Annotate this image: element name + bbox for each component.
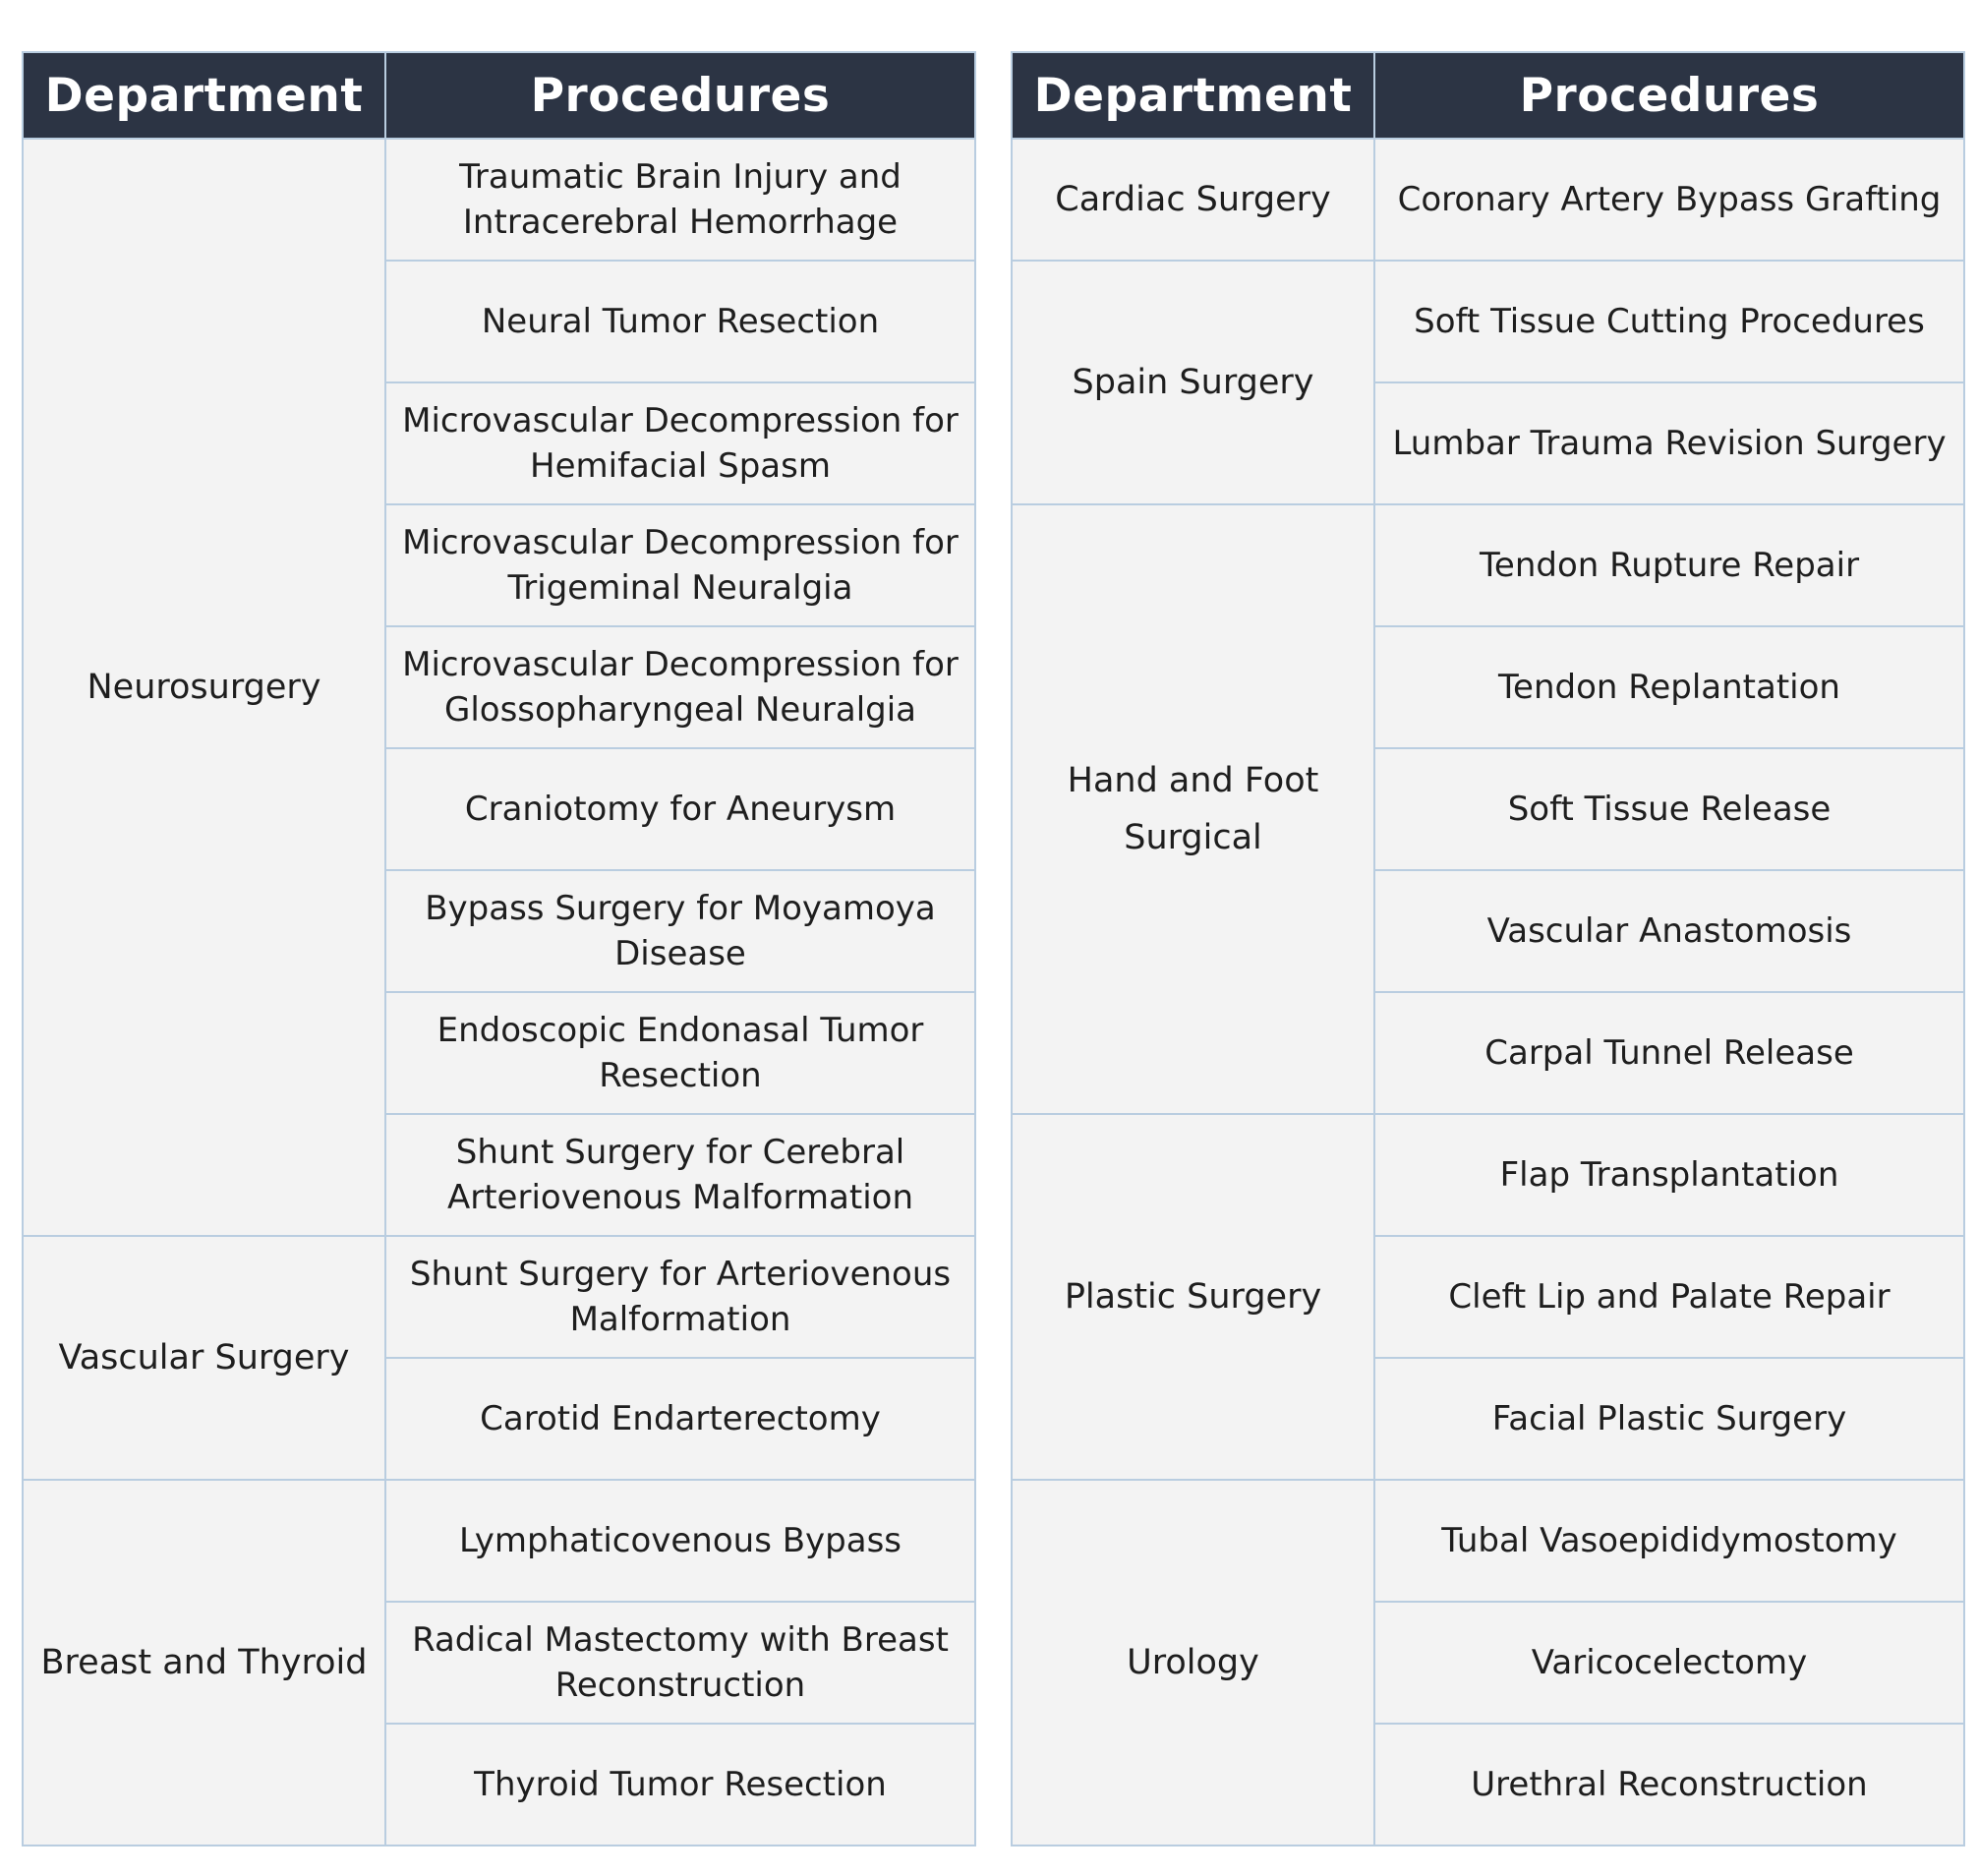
procedure-cell: Cleft Lip and Palate Repair bbox=[1374, 1236, 1964, 1358]
procedure-cell: Tubal Vasoepididymostomy bbox=[1374, 1480, 1964, 1602]
procedure-cell: Facial Plastic Surgery bbox=[1374, 1358, 1964, 1480]
procedures-header: Procedures bbox=[385, 52, 975, 139]
procedure-cell: Lymphaticovenous Bypass bbox=[385, 1480, 975, 1602]
table-row bbox=[1012, 139, 1964, 261]
left-department-table bbox=[22, 51, 976, 1847]
procedure-cell: Soft Tissue Cutting Procedures bbox=[1374, 261, 1964, 382]
procedure-cell: Shunt Surgery for Arteriovenous Malformation bbox=[385, 1236, 975, 1358]
procedure-cell: Flap Transplantation bbox=[1374, 1114, 1964, 1236]
procedure-cell: Coronary Artery Bypass Grafting bbox=[1374, 139, 1964, 261]
department-header: Department bbox=[23, 52, 385, 139]
procedure-cell: Tendon Rupture Repair bbox=[1374, 504, 1964, 626]
department-header: Department bbox=[1012, 52, 1374, 139]
header-row bbox=[23, 52, 975, 139]
procedure-cell: Tendon Replantation bbox=[1374, 626, 1964, 748]
right-department-table bbox=[1011, 51, 1965, 1847]
procedure-cell: Carotid Endarterectomy bbox=[385, 1358, 975, 1480]
department-cell: Plastic Surgery bbox=[1012, 1114, 1374, 1480]
department-cell: Hand and Foot Surgical bbox=[1012, 504, 1374, 1114]
procedure-cell: Neural Tumor Resection bbox=[385, 261, 975, 382]
procedure-cell: Vascular Anastomosis bbox=[1374, 870, 1964, 992]
table-row bbox=[1012, 1114, 1964, 1236]
department-cell: Neurosurgery bbox=[23, 139, 385, 1236]
table-row bbox=[23, 139, 975, 261]
department-cell: Spain Surgery bbox=[1012, 261, 1374, 504]
table-row bbox=[23, 1480, 975, 1602]
procedure-cell: Varicocelectomy bbox=[1374, 1602, 1964, 1724]
procedure-cell: Lumbar Trauma Revision Surgery bbox=[1374, 382, 1964, 504]
procedure-cell: Microvascular Decompression for Trigeminal Neuralgia bbox=[385, 504, 975, 626]
department-cell: Urology bbox=[1012, 1480, 1374, 1846]
procedure-cell: Bypass Surgery for Moyamoya Disease bbox=[385, 870, 975, 992]
procedures-header: Procedures bbox=[1374, 52, 1964, 139]
procedure-cell: Soft Tissue Release bbox=[1374, 748, 1964, 870]
header-row bbox=[1012, 52, 1964, 139]
procedure-cell: Radical Mastectomy with Breast Reconstruction bbox=[385, 1602, 975, 1724]
procedure-cell: Endoscopic Endonasal Tumor Resection bbox=[385, 992, 975, 1114]
table-row bbox=[1012, 504, 1964, 626]
table-row bbox=[1012, 1480, 1964, 1602]
table-row bbox=[1012, 261, 1964, 382]
table-row bbox=[23, 1236, 975, 1358]
procedure-cell: Traumatic Brain Injury and Intracerebral Hemorrhage bbox=[385, 139, 975, 261]
procedure-cell: Microvascular Decompression for Glossopharyngeal Neuralgia bbox=[385, 626, 975, 748]
procedure-cell: Urethral Reconstruction bbox=[1374, 1724, 1964, 1846]
procedure-cell: Carpal Tunnel Release bbox=[1374, 992, 1964, 1114]
procedure-cell: Microvascular Decompression for Hemifacial Spasm bbox=[385, 382, 975, 504]
department-cell: Vascular Surgery bbox=[23, 1236, 385, 1480]
procedure-cell: Thyroid Tumor Resection bbox=[385, 1724, 975, 1846]
procedure-cell: Craniotomy for Aneurysm bbox=[385, 748, 975, 870]
department-cell: Cardiac Surgery bbox=[1012, 139, 1374, 261]
department-cell: Breast and Thyroid bbox=[23, 1480, 385, 1846]
procedure-cell: Shunt Surgery for Cerebral Arteriovenous Malformation bbox=[385, 1114, 975, 1236]
